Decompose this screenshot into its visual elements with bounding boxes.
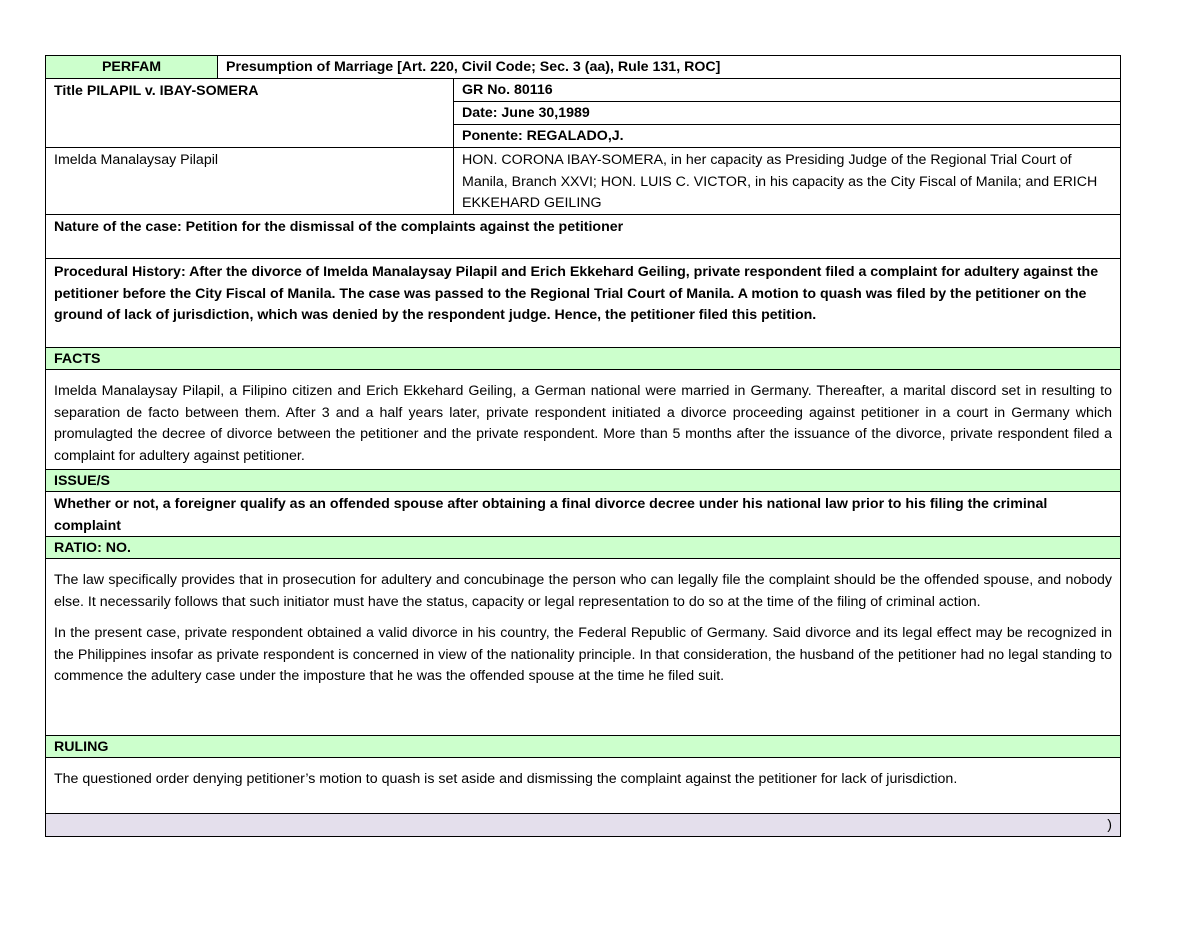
subject-tag: PERFAM: [46, 56, 218, 78]
issue-text: Whether or not, a foreigner qualify as an offended spouse after obtaining a final divorce decree under his national law prior to his filing the criminal complaint: [54, 496, 1048, 534]
footer-row: [46, 814, 1120, 836]
petitioner-name: Imelda Manalaysay Pilapil: [46, 148, 454, 214]
ratio-heading: RATIO: NO.: [54, 540, 131, 556]
case-info-row: [46, 79, 1120, 148]
facts-row: [46, 370, 1120, 470]
ratio-text: [46, 559, 1120, 735]
facts-heading-row: [46, 348, 1120, 370]
ratio-paragraph: In the present case, private respondent obtained a valid divorce in his country, the Federal Republic of Germany. Said divorce and its legal effect may be recognized in the Philippines insofar as private respondent is concerned in view of the nationality principle. In that consideration, the husband of the petitioner had no legal standing to commence the adultery case under the imposture that he was the offended spouse at the time he filed suit.: [54, 625, 1112, 684]
case-digest-table: [45, 55, 1121, 837]
facts-heading: FACTS: [54, 351, 101, 367]
case-meta: [454, 79, 1120, 147]
header-row: [46, 56, 1120, 79]
case-title: Title PILAPIL v. IBAY-SOMERA: [46, 79, 454, 147]
gr-number: GR No. 80116: [454, 79, 1120, 102]
respondents-names: HON. CORONA IBAY-SOMERA, in her capacity as Presiding Judge of the Regional Trial Court of Manila, Branch XXVI; HON. LUIS C. VICTOR, in his capacity as the City Fiscal of Manila; and ERICH EKKEHARD GEILING: [462, 152, 1098, 211]
nature-row: [46, 215, 1120, 259]
ratio-row: [46, 559, 1120, 736]
procedural-history: Procedural History: After the divorce of Imelda Manalaysay Pilapil and Erich Ekkehard Geiling, private respondent filed a complaint for adultery against the petitioner before the City Fiscal of Manila. The case was passed to the Regional Trial Court of Manila. A motion to quash was filed by the petitioner on the ground of lack of jurisdiction, which was denied by the respondent judge. Hence, the petitioner filed this petition.: [54, 264, 1099, 323]
ruling-row: [46, 758, 1120, 814]
ponente: Ponente: REGALADO,J.: [462, 128, 624, 144]
procedural-history-row: [46, 259, 1120, 348]
issue-row: [46, 492, 1120, 537]
issue-heading: ISSUE/S: [54, 473, 110, 489]
footer-mark: ): [1107, 817, 1112, 833]
ruling-heading-row: [46, 736, 1120, 758]
ratio-paragraph: The law specifically provides that in prosecution for adultery and concubinage the person who can legally file the complaint should be the offended spouse, and nobody else. It necessarily follows that such initiator must have the status, capacity or legal representation to do so at the time of the filing of criminal action.: [54, 572, 1112, 610]
decision-date: Date: June 30,1989: [454, 102, 1120, 125]
ruling-text: The questioned order denying petitioner’s motion to quash is set aside and dismissing the complaint against the petitioner for lack of jurisdiction.: [54, 771, 958, 787]
parties-row: [46, 148, 1120, 215]
nature-of-case: Nature of the case: Petition for the dismissal of the complaints against the petitioner: [54, 219, 624, 235]
issue-heading-row: [46, 470, 1120, 492]
topic-heading: Presumption of Marriage [Art. 220, Civil Code; Sec. 3 (aa), Rule 131, ROC]: [226, 59, 721, 75]
ruling-heading: RULING: [54, 739, 109, 755]
ratio-heading-row: [46, 537, 1120, 559]
facts-text: Imelda Manalaysay Pilapil, a Filipino citizen and Erich Ekkehard Geiling, a German national were married in Germany. Thereafter, a marital discord set in resulting to separation de facto between them. After 3 and a half years later, private respondent initiated a divorce proceeding against petitioner in a court in Germany which promulagted the decree of divorce between the petitioner and the private respondent. More than 5 months after the issuance of the divorce, private respondent filed a complaint for adultery against petitioner.: [54, 383, 1112, 464]
